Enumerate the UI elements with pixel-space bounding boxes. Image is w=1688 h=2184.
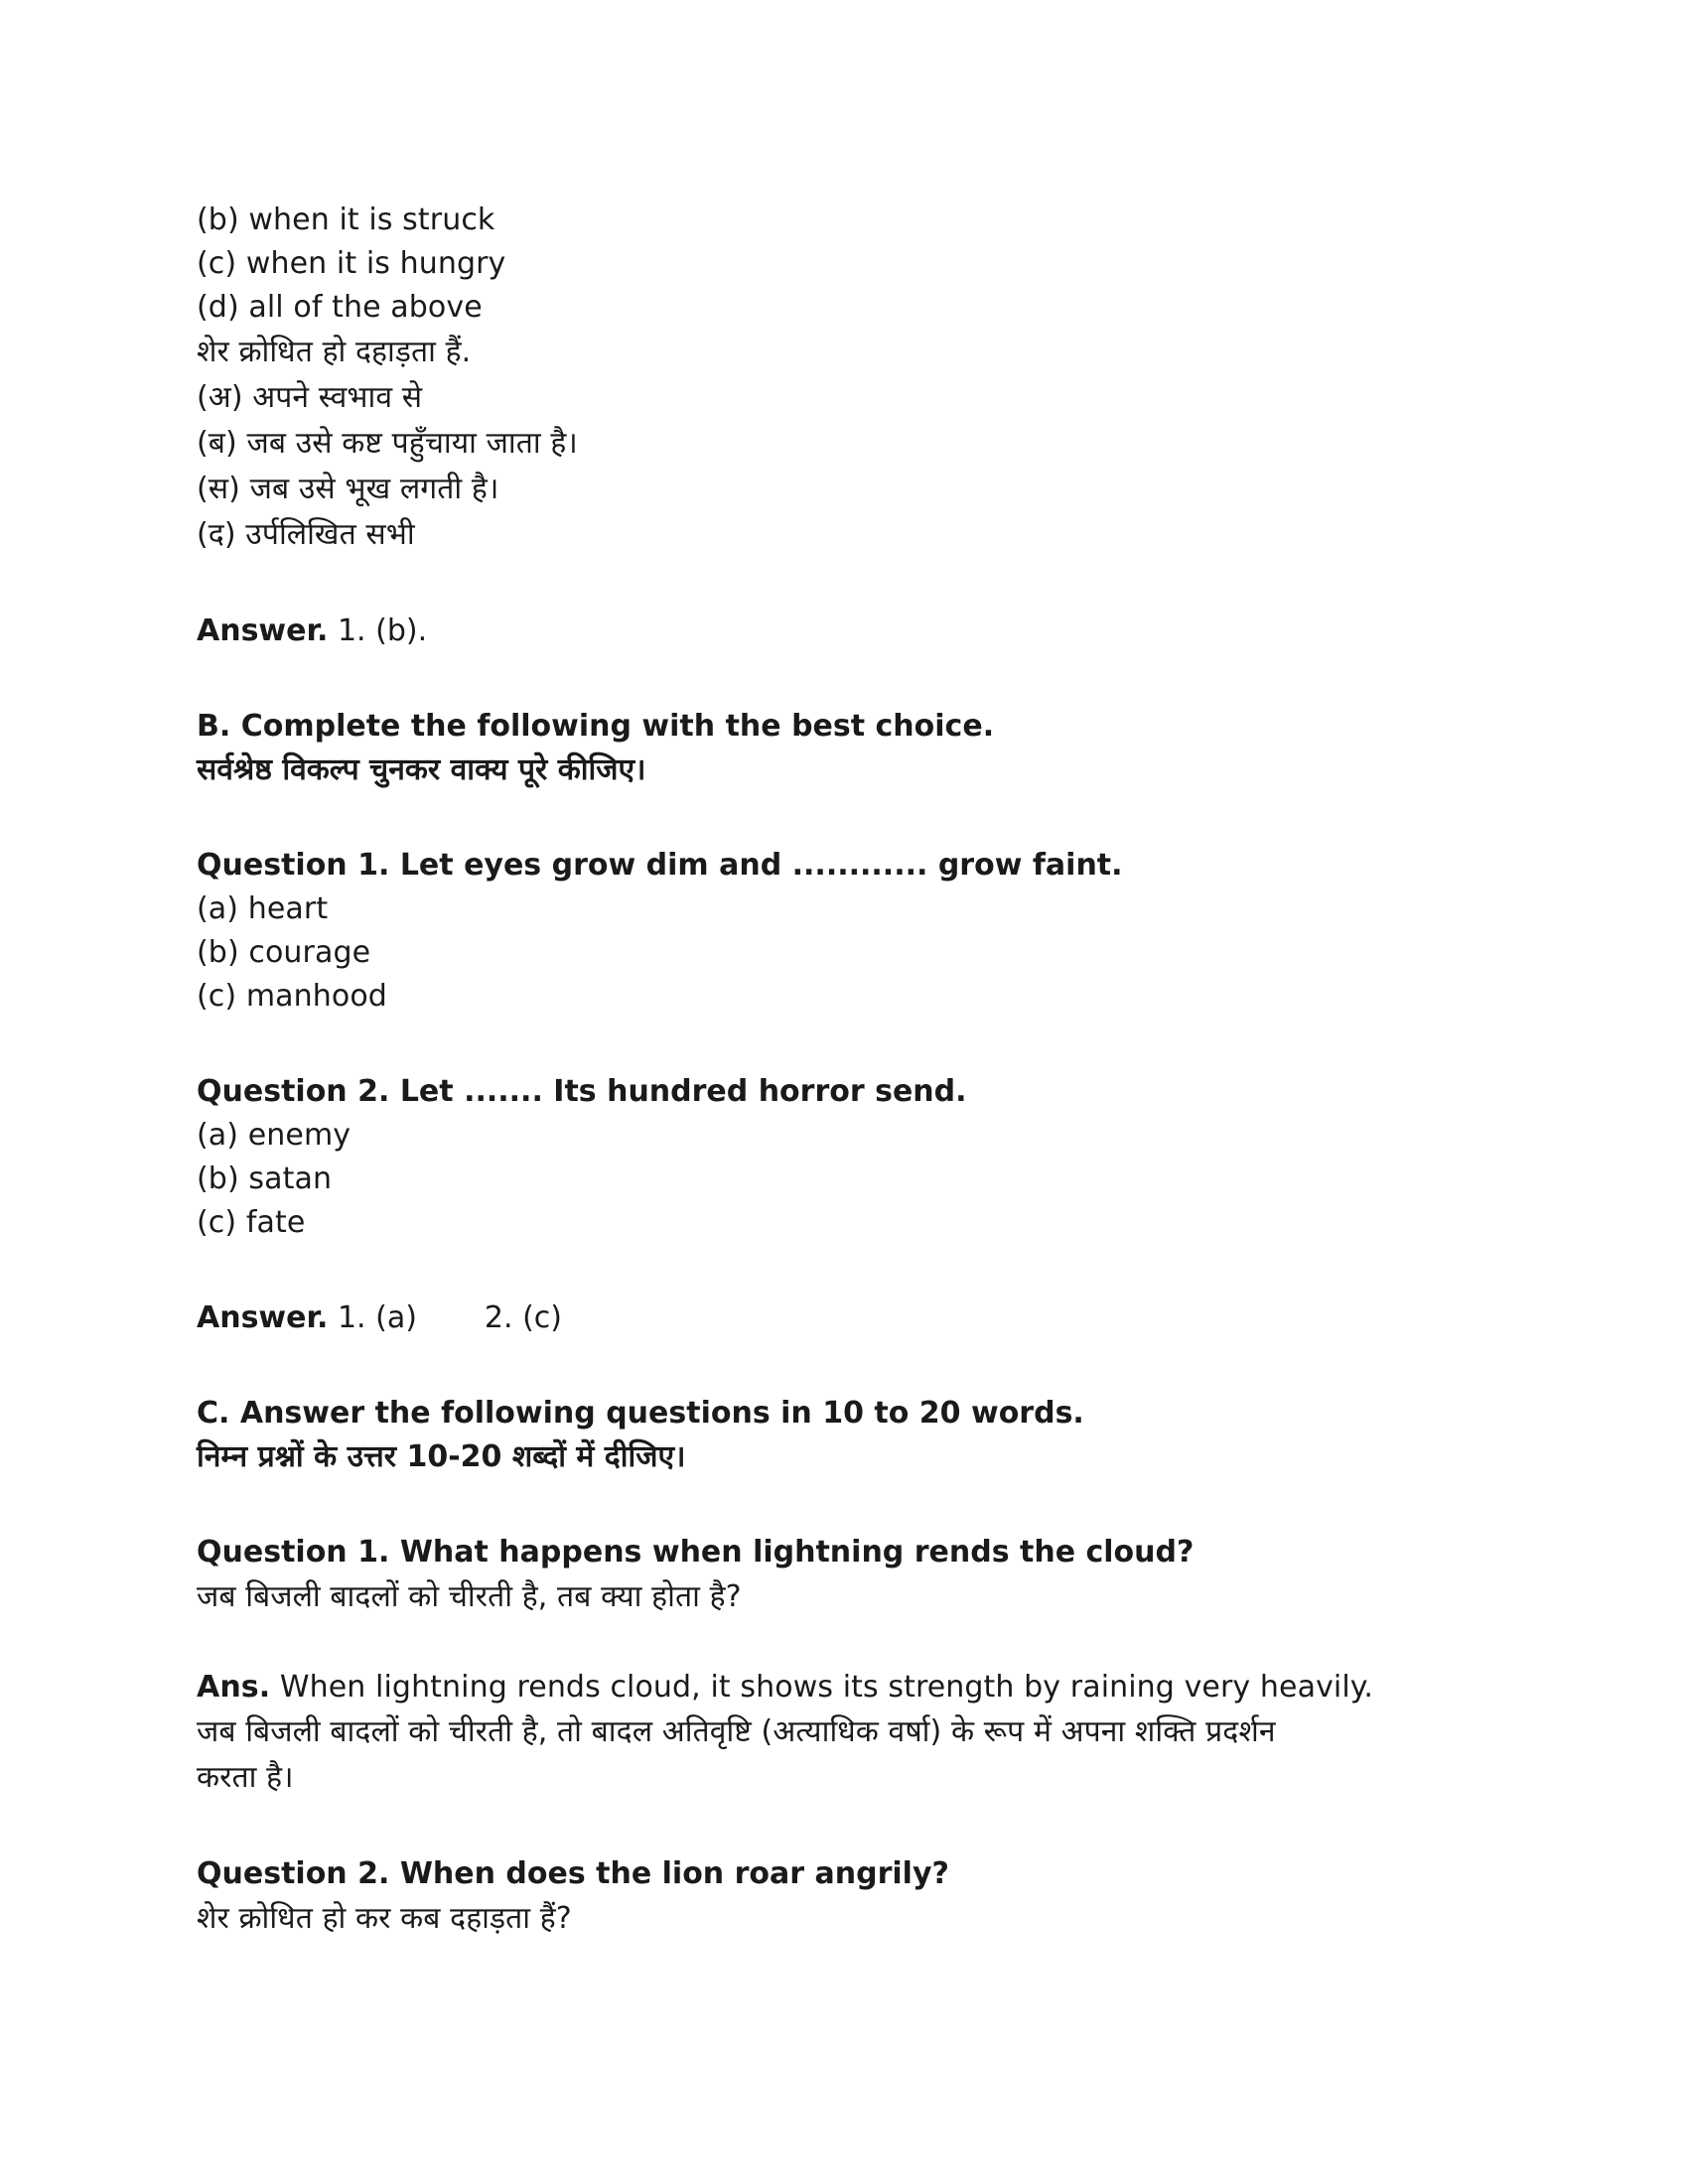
mcq-hindi-option-d: (द) उर्पलिखित सभी (197, 517, 415, 552)
answer-text-en: When lightning rends cloud, it shows its strength by raining very heavily. (279, 1670, 1373, 1705)
question-heading-hi: शेर क्रोधित हो कर कब दहाड़ता हैं? (197, 1901, 572, 1936)
spacer (197, 1620, 1509, 1666)
answer-value-1: 1. (a) (337, 1300, 417, 1335)
question-heading: Question 2. Let ....... Its hundred horror send. (197, 1074, 967, 1109)
spacer (197, 1479, 1509, 1531)
section-b-heading-group (197, 705, 1509, 792)
answer-block-a (197, 610, 1509, 653)
spacer (197, 1245, 1509, 1297)
question-heading-en: Question 1. What happens when lightning rends the cloud? (197, 1535, 1195, 1570)
mcq-option-d: (d) all of the above (197, 290, 483, 325)
mcq-hindi-option-a: (अ) अपने स्वभाव से (197, 380, 423, 415)
mcq-option-b: (b) when it is struck (197, 203, 495, 237)
mcq-hindi-stem: शेर क्रोधित हो दहाड़ता हैं. (197, 335, 472, 369)
option-b: (b) satan (197, 1161, 333, 1196)
answer-en-line (197, 1666, 1509, 1709)
section-b-heading-hi: सर्वश्रेष्ठ विकल्प चुनकर वाक्य पूरे कीजिए। (197, 752, 646, 787)
option-a: (a) heart (197, 891, 329, 926)
section-c-heading-en: C. Answer the following questions in 10 to 20 words. (197, 1396, 1084, 1431)
section-c-heading-hi: निम्न प्रश्नों के उत्तर 10-20 शब्दों में दीजिए। (197, 1439, 686, 1474)
spacer (197, 792, 1509, 844)
question-heading-en: Question 2. When does the lion roar angrily? (197, 1856, 949, 1891)
section-c-heading-group (197, 1392, 1509, 1479)
section-b-question-1 (197, 844, 1509, 1019)
answer-label: Ans. (197, 1670, 271, 1705)
section-c-question-1 (197, 1531, 1509, 1620)
answer-label: Answer. (197, 614, 329, 648)
section-c-answer-1 (197, 1666, 1509, 1801)
question-heading-hi: जब बिजली बादलों को चीरती है, तब क्या होता है? (197, 1579, 742, 1614)
spacer (197, 1801, 1509, 1852)
spacer (197, 1340, 1509, 1392)
option-c: (c) manhood (197, 979, 387, 1014)
option-a: (a) enemy (197, 1118, 352, 1153)
mcq-hindi-option-c: (स) जब उसे भूख लगती है। (197, 472, 499, 506)
answer-value-2: 2. (c) (484, 1300, 562, 1335)
answer-value: 1. (b). (337, 614, 428, 648)
spacer (197, 1019, 1509, 1070)
mcq-options-group (197, 199, 1509, 558)
spacer (197, 653, 1509, 705)
option-c: (c) fate (197, 1205, 306, 1240)
mcq-option-c: (c) when it is hungry (197, 246, 506, 281)
spacer (197, 558, 1509, 610)
section-b-heading-en: B. Complete the following with the best choice. (197, 709, 995, 744)
section-c-question-2 (197, 1852, 1509, 1942)
answer-hi-line-1: जब बिजली बादलों को चीरती है, तो बादल अतिवृष्टि (अत्याधिक वर्षा) के रूप में अपना शक्ति प्रदर्शन (197, 1714, 1276, 1749)
question-heading: Question 1. Let eyes grow dim and ............ grow faint. (197, 848, 1123, 883)
answer-hi-line-2: करता है। (197, 1760, 294, 1795)
mcq-hindi-option-b: (ब) जब उसे कष्ट पहुँचाया जाता है। (197, 426, 578, 461)
section-b-question-2 (197, 1070, 1509, 1245)
option-b: (b) courage (197, 935, 371, 970)
answer-block-b (197, 1297, 1509, 1340)
answer-label: Answer. (197, 1300, 329, 1335)
